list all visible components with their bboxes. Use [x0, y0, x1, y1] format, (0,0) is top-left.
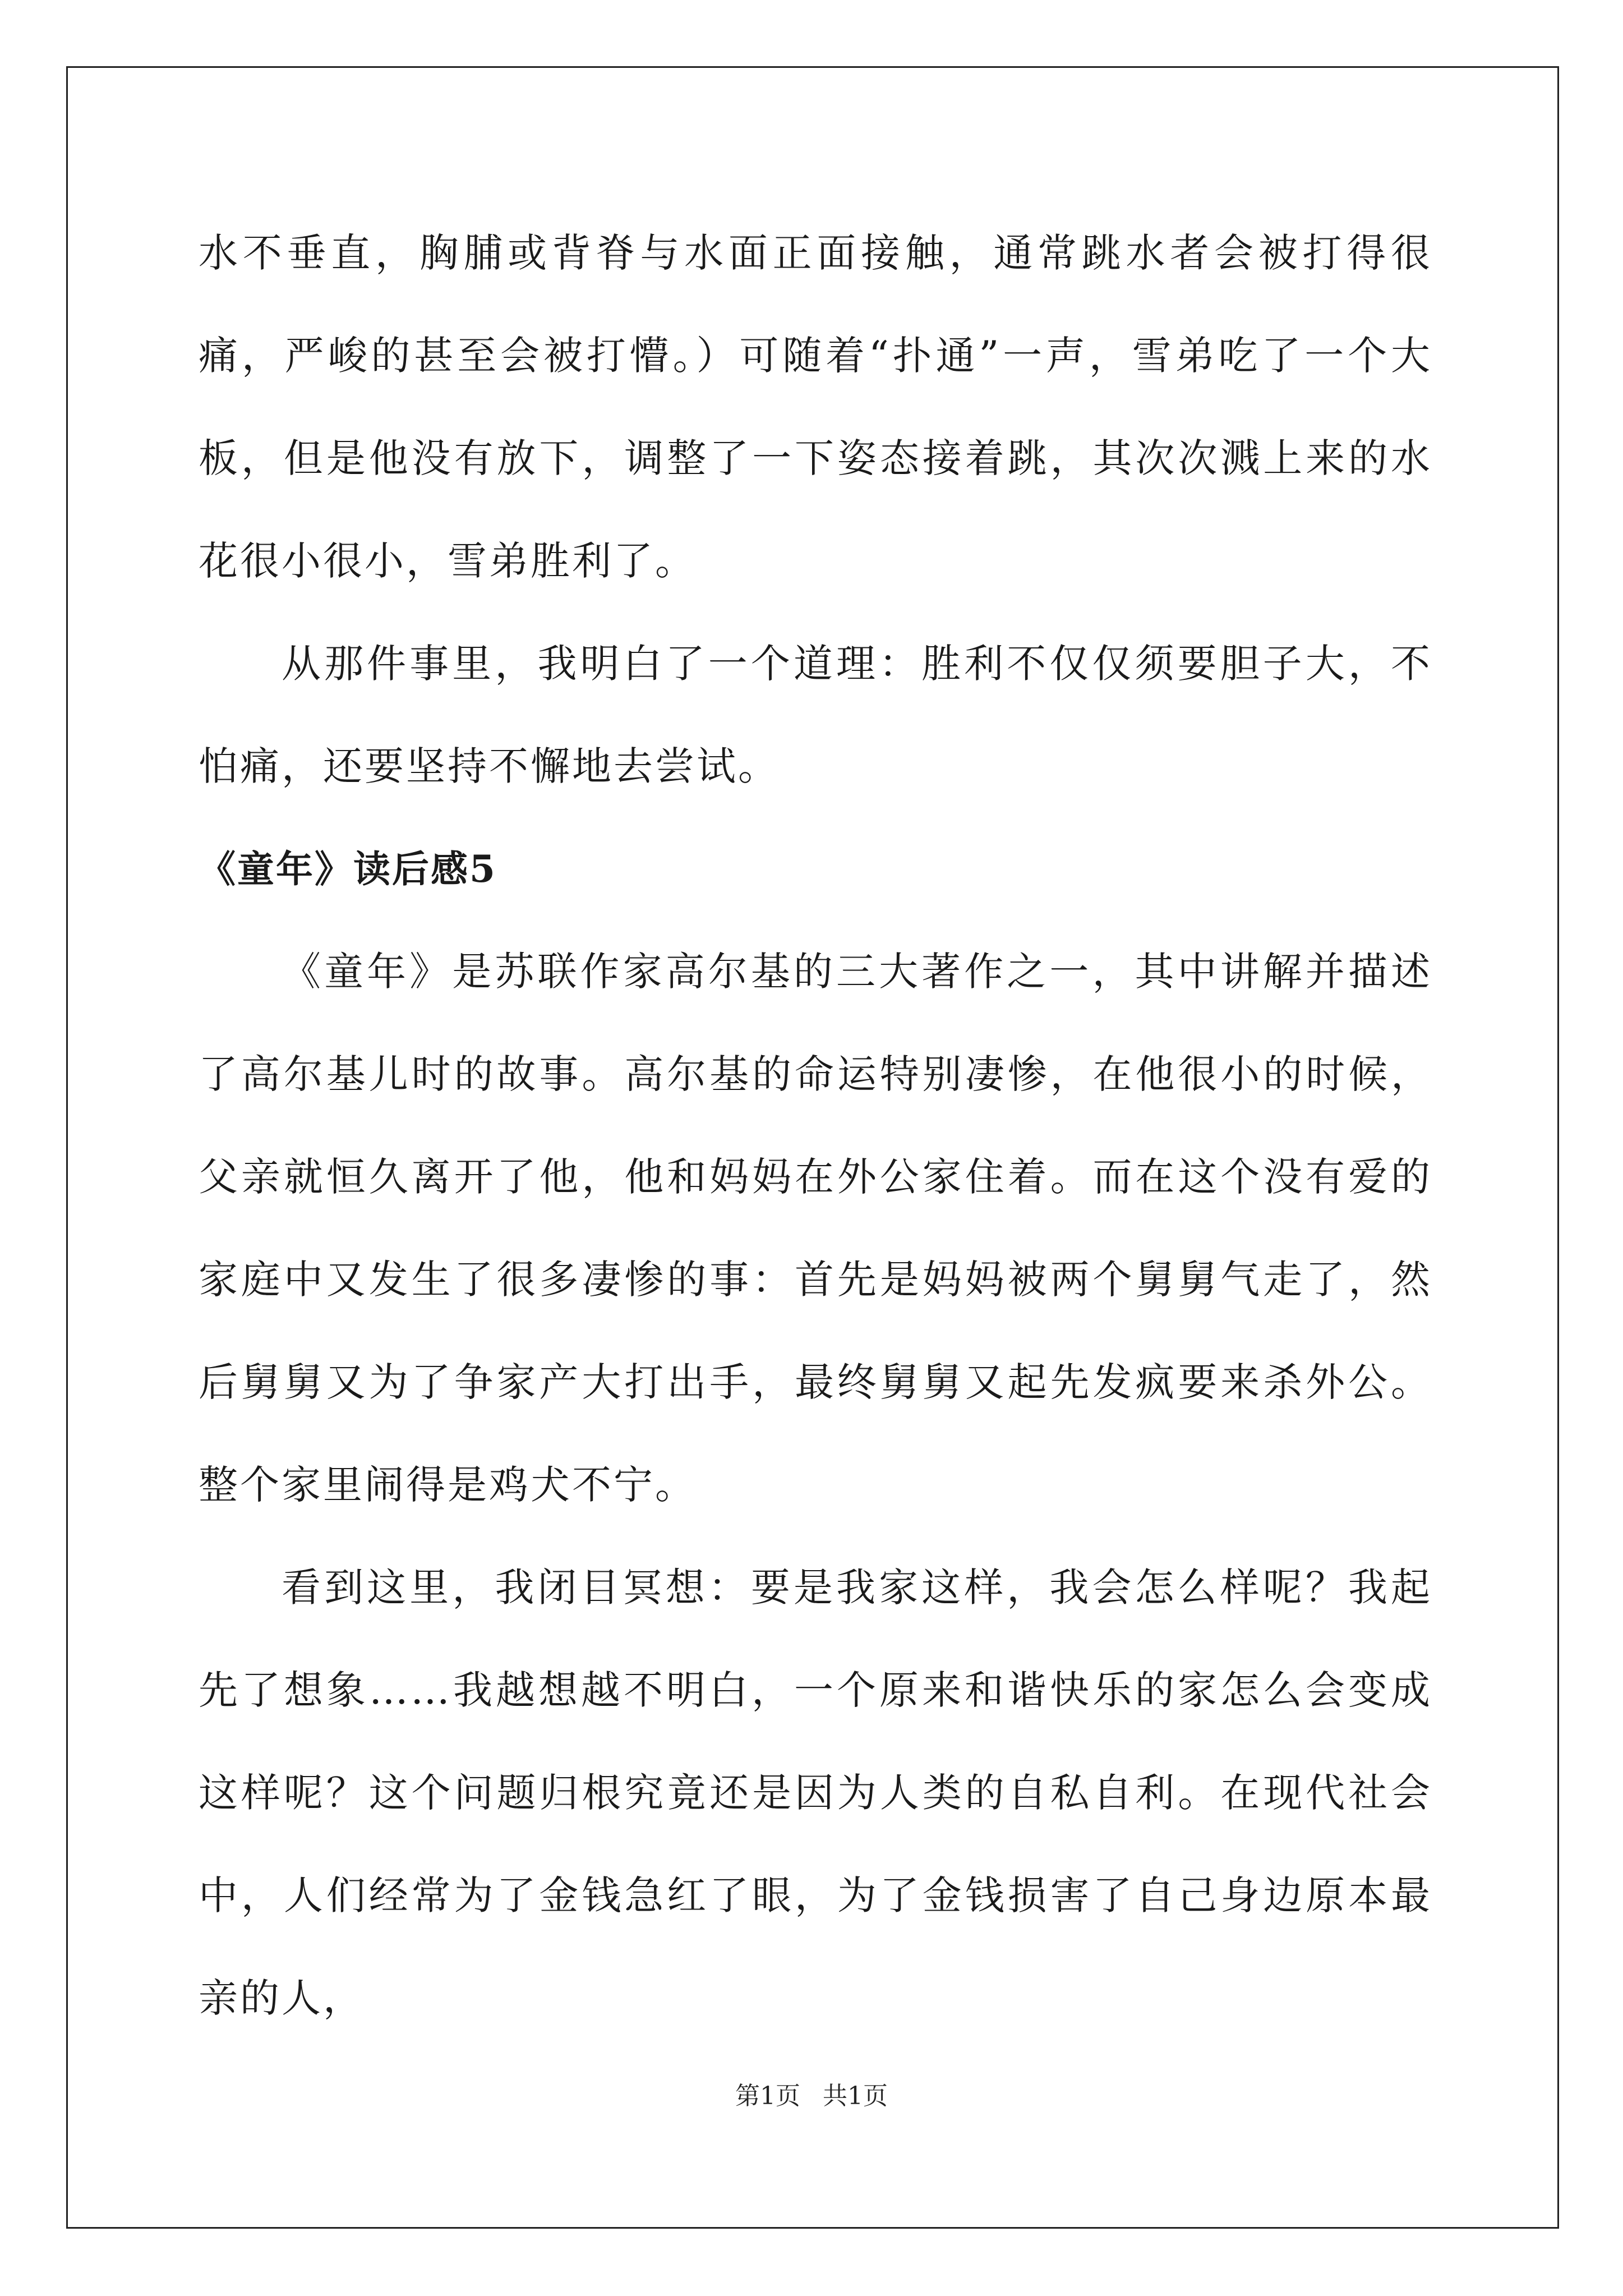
page-number: 第1页 [735, 2082, 800, 2110]
page-total: 共1页 [823, 2082, 888, 2110]
paragraph-2: 从那件事里，我明白了一个道理：胜利不仅仅须要胆子大，不怕痛，还要坚持不懈地去尝试。 [199, 641, 1432, 789]
section-title: 《童年》读后感5 [199, 847, 497, 891]
paragraph-4: 看到这里，我闭目冥想：要是我家这样，我会怎么样呢？我起先了想象……我越想越不明白，一个原来和谐快乐的家怎么会变成这样呢？这个问题归根究竟还是因为人类的自私自利。在现代社会中，人们经常为了金钱急红了眼，为了金钱损害了自己身边原本最亲的人， [199, 1565, 1432, 2021]
page-footer [0, 2076, 1623, 2111]
paragraph-1: 水不垂直，胸脯或背脊与水面正面接触，通常跳水者会被打得很痛，严峻的甚至会被打懵。）可随着“扑通”一声，雪弟吃了一个大板，但是他没有放下，调整了一下姿态接着跳，其次次溅上来的水花很小很小，雪弟胜利了。 [199, 230, 1432, 584]
paragraph-3: 《童年》是苏联作家高尔基的三大著作之一，其中讲解并描述了高尔基儿时的故事。高尔基的命运特别凄惨，在他很小的时候，父亲就恒久离开了他，他和妈妈在外公家住着。而在这个没有爱的家庭中又发生了很多凄惨的事：首先是妈妈被两个舅舅气走了，然后舅舅又为了争家产大打出手，最终舅舅又起先发疯要来杀外公。整个家里闹得是鸡犬不宁。 [199, 949, 1432, 1508]
document-body [199, 202, 1432, 2050]
